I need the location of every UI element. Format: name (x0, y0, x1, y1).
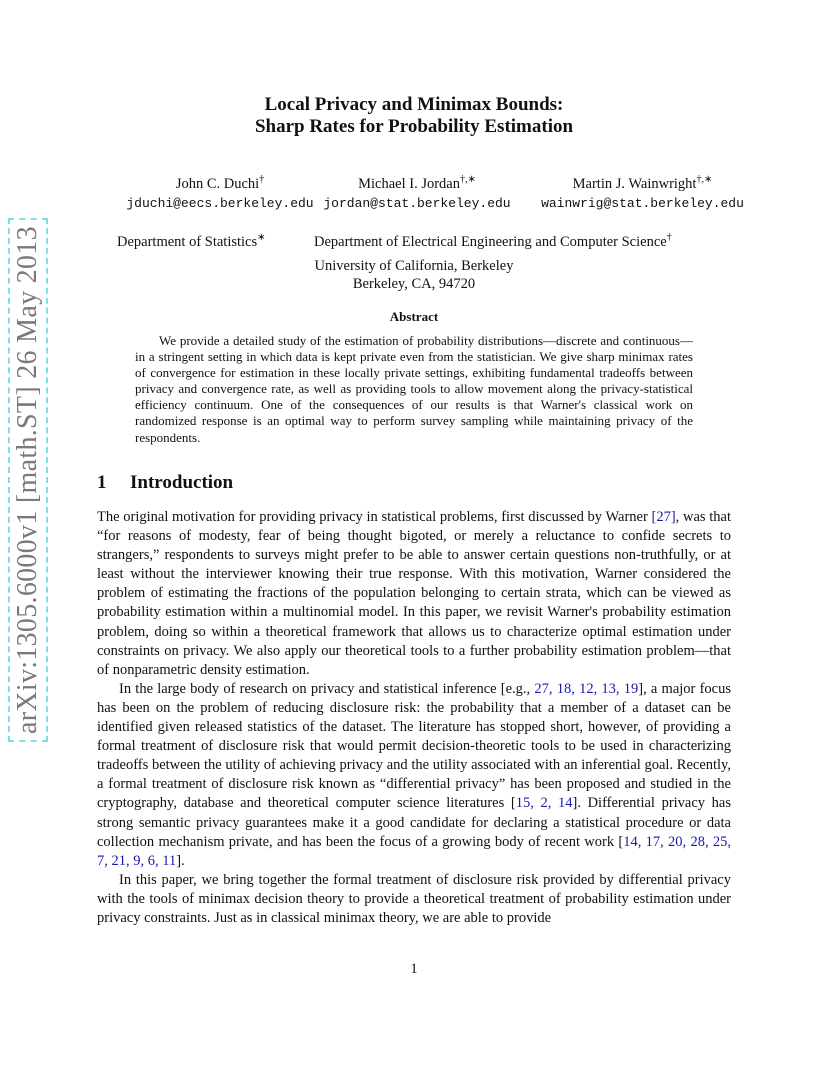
text-run: The original motivation for providing privacy in statistical problems, first discussed by Warner (97, 509, 652, 525)
text-run: In the large body of research on privacy and statistical inference [e.g., (119, 680, 535, 697)
author-name: Michael I. Jordan (358, 175, 460, 192)
paragraph-3: In this paper, we bring together the formal treatment of disclosure risk provided by differential privacy with the tools of minimax decision theory to provide a theoretical treatment of probability estimation under privacy constraints. Just as in classical minimax theory, we are able to provide (97, 871, 731, 926)
abstract-text: We provide a detailed study of the estimation of probability distributions—discrete and continuous—in a stringent setting in which data is kept private even from the statistician. We give sharp minimax rates of convergence for estimation in these locally private settings, exhibiting fundamental tradeoffs between privacy and convergence rate, as well as providing tools to allow movement along the privacy-statistical efficiency continuum. One of the consequences of our results is that Warner's classical work on randomized response is an optimal way to perform survey sampling while maintaining privacy of the respondents. (135, 333, 693, 445)
abstract-heading: Abstract (389, 309, 439, 324)
author-mark: †,∗ (459, 174, 476, 185)
affiliation-eecs (314, 232, 672, 251)
citation-link[interactable]: 15, 2, 14 (515, 795, 573, 812)
section-heading (97, 472, 233, 494)
author-email[interactable]: wainwrig@stat.berkeley.edu (541, 195, 744, 211)
author-duchi (120, 174, 320, 211)
citation-link[interactable]: 27, 18, 12, 13, 19 (534, 680, 639, 697)
text-run: , was that “for reasons of modesty, fear of being thought bigoted, or merely a reluctance to confide secrets to strangers,” respondents to surveys might prefer to be able to answer certain questions non-truthfully, or at least without the interviewer knowing their true response. With this motivation, Warner considered the problem of estimating the fractions of the population belonging to certain strata, which can be viewed as probability estimation within a multinomial model. In this paper, we revisit Warner's probability estimation problem, doing so within a theoretical framework that allows us to characterize optimal estimation under constraints on privacy. We also apply our theoretical tools to a further probability estimation problem—that of nonparametric density estimation. (97, 509, 731, 678)
paragraph-2 (97, 680, 731, 871)
affiliation-city: Berkeley, CA, 94720 (352, 276, 476, 292)
arxiv-identifier[interactable]: arXiv:1305.6000v1 [math.ST] 26 May 2013 (8, 218, 48, 742)
body-text (97, 508, 731, 928)
affiliation-mark: † (666, 232, 672, 243)
text-run: ]. Differential privacy has strong semantic privacy guarantees make it a good candidate for declaring a statistical procedure or data collection mechanism private, and has been the focus of a growing body of recent work [ (97, 795, 732, 850)
section-number: 1 (97, 472, 107, 493)
author-email[interactable]: jduchi@eecs.berkeley.edu (126, 195, 314, 211)
author-jordan (317, 174, 517, 211)
author-name: John C. Duchi (175, 175, 260, 192)
author-mark: † (259, 174, 265, 185)
author-email[interactable]: jordan@stat.berkeley.edu (323, 195, 511, 211)
affiliation-mark: ∗ (257, 232, 266, 243)
author-name: Martin J. Wainwright (572, 175, 697, 192)
affiliation-statistics (117, 232, 266, 251)
author-mark: †,∗ (696, 174, 713, 185)
text-run: ]. (176, 852, 185, 869)
text-run: ], a major focus has been on the problem of reducing disclosure risk: the probability that a member of a dataset can be identified given released statistics of the dataset. The literature has stopped short, however, of providing a formal treatment of disclosure risk that would permit decision-theoretic tools to be used in characterizing tradeoffs between the utility of achieving privacy and the utility associated with an inferential goal. Recently, a formal treatment of disclosure risk known as “differential privacy” has been proposed and studied in the cryptography, database and theoretical computer science literatures [ (97, 680, 731, 812)
paper-title (0, 94, 828, 138)
paragraph-1 (97, 508, 731, 680)
title-line-2: Sharp Rates for Probability Estimation (254, 116, 574, 137)
author-wainwright (535, 174, 750, 211)
citation-link[interactable]: 14, 17, 20, 28, 25, 7, 21, 9, 6, 11 (97, 833, 732, 869)
title-line-1: Local Privacy and Minimax Bounds: (264, 94, 564, 115)
page-number: 1 (410, 961, 418, 977)
affiliation-label: Department of Statistics (117, 233, 258, 250)
citation-link[interactable]: [27] (651, 509, 676, 525)
affiliation-label: Department of Electrical Engineering and Computer Science (314, 233, 667, 250)
affiliation-university: University of California, Berkeley (314, 258, 514, 274)
section-title: Introduction (130, 472, 234, 493)
